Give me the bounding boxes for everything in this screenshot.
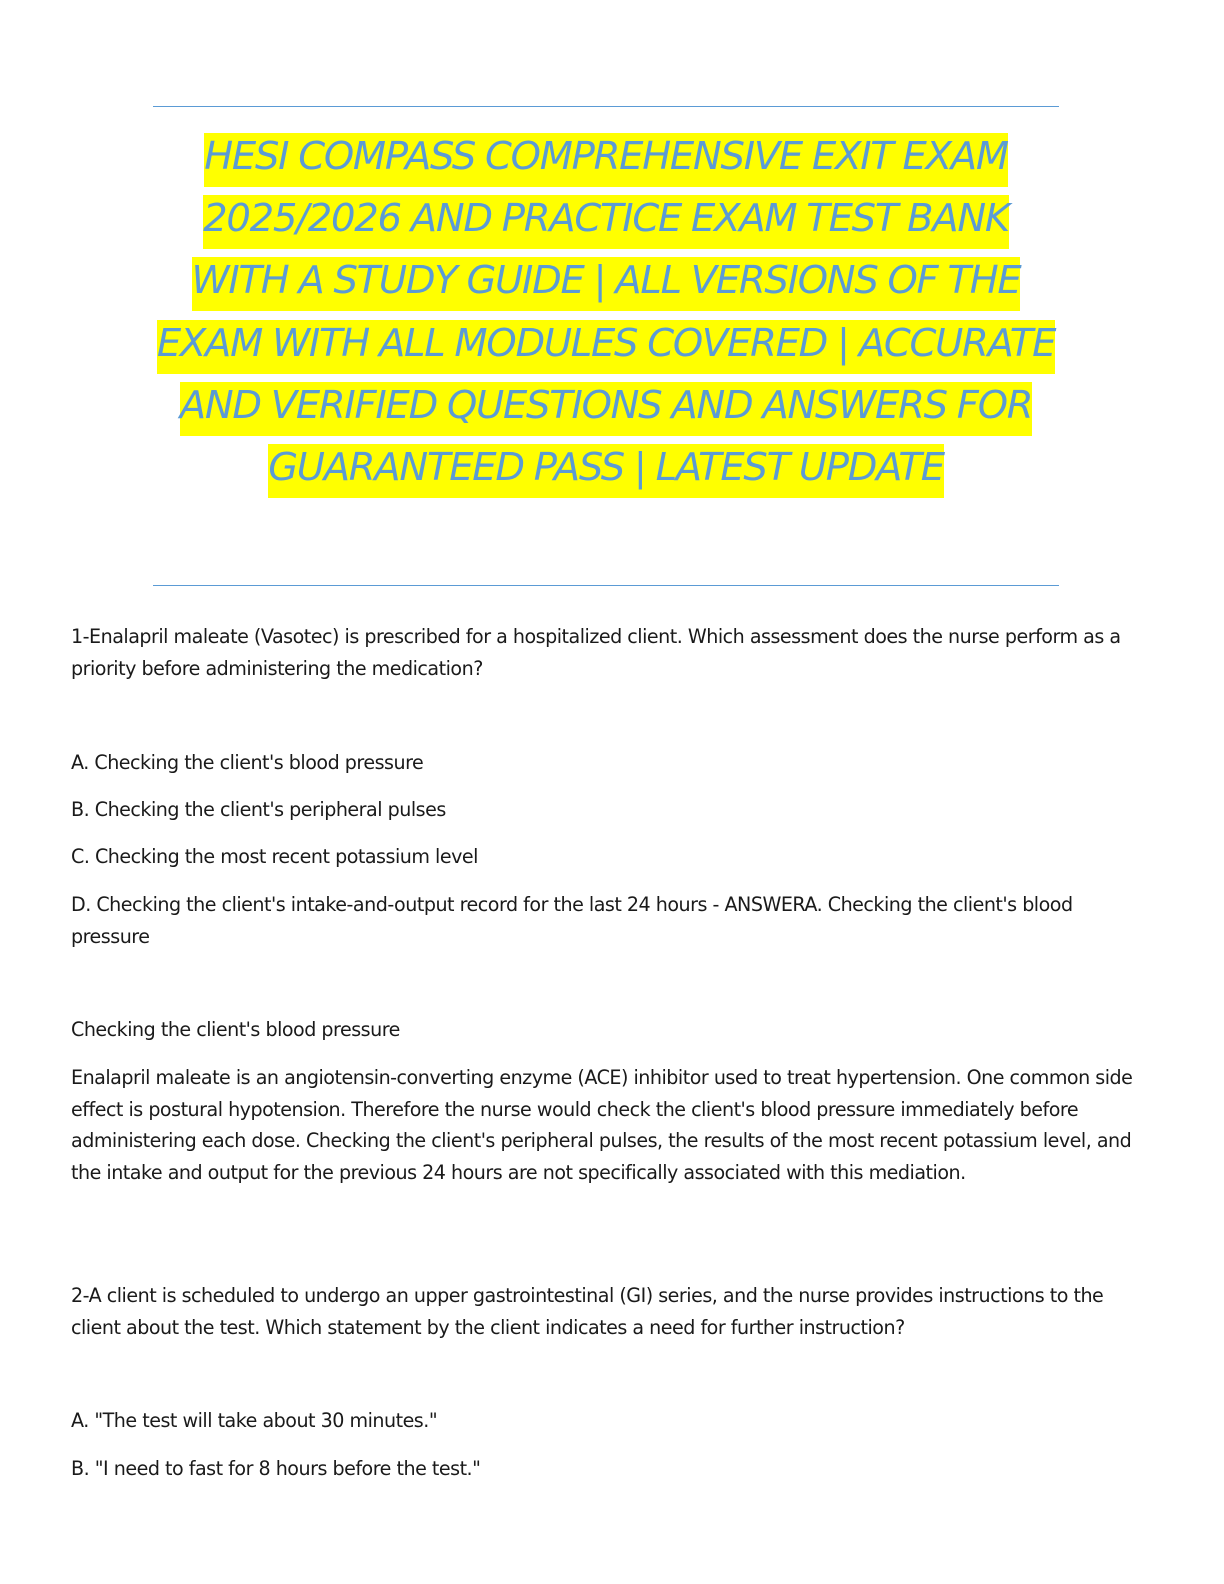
question-1-answer: Checking the client's blood pressure	[71, 1018, 400, 1041]
question-1-rationale: Enalapril maleate is an angiotensin-converting enzyme (ACE) inhibitor used to treat hypertension. One common side effect is postural hypotension. Therefore the nurse would check the client's blood pressure immediately before administering each dose. Checking the client's peripheral pulses, the results of the most recent potassium level, and the intake and output for the previous 24 hours are not specifically associated with this mediation.	[71, 1066, 1133, 1184]
document-title	[150, 126, 1062, 499]
question-1-option-b: B. Checking the client's peripheral pulses	[71, 798, 446, 821]
question-1-option-c: C. Checking the most recent potassium level	[71, 845, 478, 868]
question-1-option-d: D. Checking the client's intake-and-output record for the last 24 hours - ANSWERA. Checking the client's blood pressure	[71, 893, 1073, 948]
question-1-stem: 1-Enalapril maleate (Vasotec) is prescribed for a hospitalized client. Which assessment does the nurse perform as a priority before administering the medication?	[71, 625, 1121, 680]
title-top-rule	[153, 106, 1059, 107]
question-2-option-b: B. "I need to fast for 8 hours before the test."	[71, 1457, 481, 1480]
question-2-option-a: A. "The test will take about 30 minutes."	[71, 1409, 438, 1432]
question-1-option-a: A. Checking the client's blood pressure	[71, 751, 424, 774]
question-2-stem: 2-A client is scheduled to undergo an upper gastrointestinal (GI) series, and the nurse provides instructions to the client about the test. Which statement by the client indicates a need for further instruction?	[71, 1284, 1104, 1339]
document-title-text: HESI COMPASS COMPREHENSIVE EXIT EXAM 2025/2026 AND PRACTICE EXAM TEST BANK WITH A STUDY GUIDE | ALL VERSIONS OF THE EXAM WITH ALL MODULES COVERED | ACCURATE AND VERIFIED QUESTIONS AND ANSWERS FOR GUARANTEED PASS | LATEST UPDATE	[157, 133, 1055, 498]
title-bottom-rule	[153, 585, 1059, 586]
